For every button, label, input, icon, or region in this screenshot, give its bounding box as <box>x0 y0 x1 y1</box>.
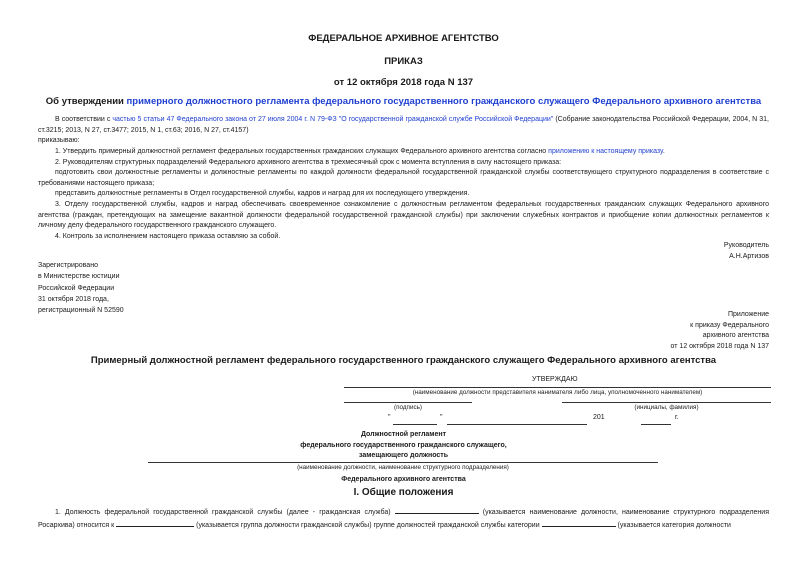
agency-heading: ФЕДЕРАЛЬНОЕ АРХИВНОЕ АГЕНТСТВО <box>308 33 499 44</box>
law-link[interactable]: частью 5 статьи 47 Федерального закона от 27 июля 2004 г. N 79-ФЗ "О государственной гражданской службе Российской Федерации" <box>112 116 554 123</box>
preamble-text-1: В соответствии с <box>55 116 113 123</box>
appendix-line-4: от 12 октября 2018 года N 137 <box>670 343 769 351</box>
date-month-line <box>447 424 587 425</box>
position-line <box>344 387 771 388</box>
date-day-line <box>393 424 437 425</box>
item-2b: представить должностные регламенты в Отдел государственной службы, кадров и наград для их последующего утверждения. <box>55 190 470 197</box>
position-caption: (наименование должности представителя нанимателя либо лица, уполномоченного нанимателем) <box>412 389 703 396</box>
item-3: 3. Отделу государственной службы, кадров и наград обеспечивать своевременное ознакомление с должностным регламентом федеральных государственных гражданских служащих Федерального архивного агентства (граждан, претендующих на замещение вакантной должности федеральной государственной гражданской службы) при заключении служебных контрактов и приобщение копии должностных регламентов к личному делу федерального государственного гражданского служащего. <box>38 201 769 230</box>
registration-line-1: Зарегистрировано <box>38 262 98 269</box>
clause-1-blank-position[interactable] <box>395 506 479 514</box>
approve-label: УТВЕРЖДАЮ <box>532 376 578 383</box>
preamble-paragraph <box>38 115 769 136</box>
doc-type-heading: ПРИКАЗ <box>384 56 423 67</box>
regulation-heading-3: замещающего должность <box>358 452 449 459</box>
regulation-heading-1: Должностной регламент <box>360 431 447 438</box>
order-date-number: от 12 октября 2018 года N 137 <box>333 77 474 88</box>
signature-line <box>344 402 472 403</box>
item-1 <box>55 147 769 158</box>
signature-name: А.Н.Артизов <box>729 252 769 260</box>
registration-line-4: 31 октября 2018 года, <box>38 295 109 303</box>
registration-line-2: в Министерстве юстиции <box>38 273 120 281</box>
clause-1-blank-group[interactable] <box>116 519 194 527</box>
clause-1-part-d: (указывается категория должности <box>615 521 731 529</box>
regulation-title: Примерный должностной регламент федерального государственного гражданского служащего Федерального архивного агентства <box>90 355 717 366</box>
date-year-line <box>641 424 671 425</box>
item-2a: подготовить свои должностные регламенты и должностные регламенты по каждой должности федеральной государственной гражданской службы соответствующего структурного подразделения в соответствие с требованиями настоящего приказа; <box>38 169 769 187</box>
signature-caption: (подпись) <box>394 404 422 411</box>
clause-1 <box>38 506 769 531</box>
appendix-link[interactable]: приложению к настоящему приказу <box>548 148 663 155</box>
order-word: приказываю: <box>38 137 80 144</box>
signature-block <box>724 241 769 262</box>
appendix-block <box>671 310 769 353</box>
title-line <box>148 462 658 463</box>
item-2: 2. Руководителям структурных подразделений Федерального архивного агентства в трехмесячный срок с момента вступления в силу настоящего приказа: <box>55 159 562 166</box>
item-1-end: . <box>662 148 665 155</box>
regulation-heading <box>0 430 807 462</box>
date-year: 201 <box>593 414 605 421</box>
registration-line-3: Российской Федерации <box>38 284 115 292</box>
date-year-suffix: г. <box>675 414 679 421</box>
order-title-prefix: Об утверждении <box>45 96 127 107</box>
clause-1-part-b: (указывается наименование должности, наименование структурного подразделения Росархива) относится к <box>38 509 770 529</box>
section-1-heading: I. Общие положения <box>353 487 454 498</box>
appendix-line-3: архивного агентства <box>702 332 769 340</box>
initials-line <box>562 402 771 403</box>
regulation-agency: Федерального архивного агентства <box>341 476 466 483</box>
appendix-line-2: к приказу Федерального <box>690 321 769 329</box>
clause-1-part-a: 1. Должность федеральной государственной гражданской службы (далее - гражданская служба) <box>55 509 395 516</box>
registration-block <box>38 260 124 316</box>
clause-1-part-c: (указывается группа должности гражданской службы) группе должностей гражданской службы категории <box>194 521 542 529</box>
appendix-line-1: Приложение <box>727 311 769 318</box>
clause-1-blank-category[interactable] <box>542 519 616 527</box>
item-1-text: 1. Утвердить примерный должностной регламент федеральных государственных гражданских служащих Федерального архивного агентства согласно <box>55 148 549 155</box>
initials-caption: (инициалы, фамилия) <box>634 404 699 411</box>
date-close-quote: " <box>440 414 443 421</box>
signature-position: Руководитель <box>723 242 769 249</box>
date-open-quote: " <box>388 414 391 421</box>
order-title-link[interactable]: примерного должностного регламента федерального государственного гражданского служащего Федерального архивного агентства <box>126 96 762 107</box>
order-title <box>0 96 807 107</box>
registration-line-5: регистрационный N 52590 <box>38 307 124 315</box>
title-caption: (наименование должности, наименование структурного подразделения) <box>297 464 509 471</box>
regulation-heading-2: федерального государственного гражданского служащего, <box>300 441 507 449</box>
item-4: 4. Контроль за исполнением настоящего приказа оставляю за собой. <box>55 233 281 240</box>
preamble-text-2: (Собрание законодательства Российской Федерации, 2004, N 31, ст.3215; 2013, N 27, ст.3477; 2015, N 1, ст.63; 2016, N 27, ст.4157) <box>38 116 769 134</box>
